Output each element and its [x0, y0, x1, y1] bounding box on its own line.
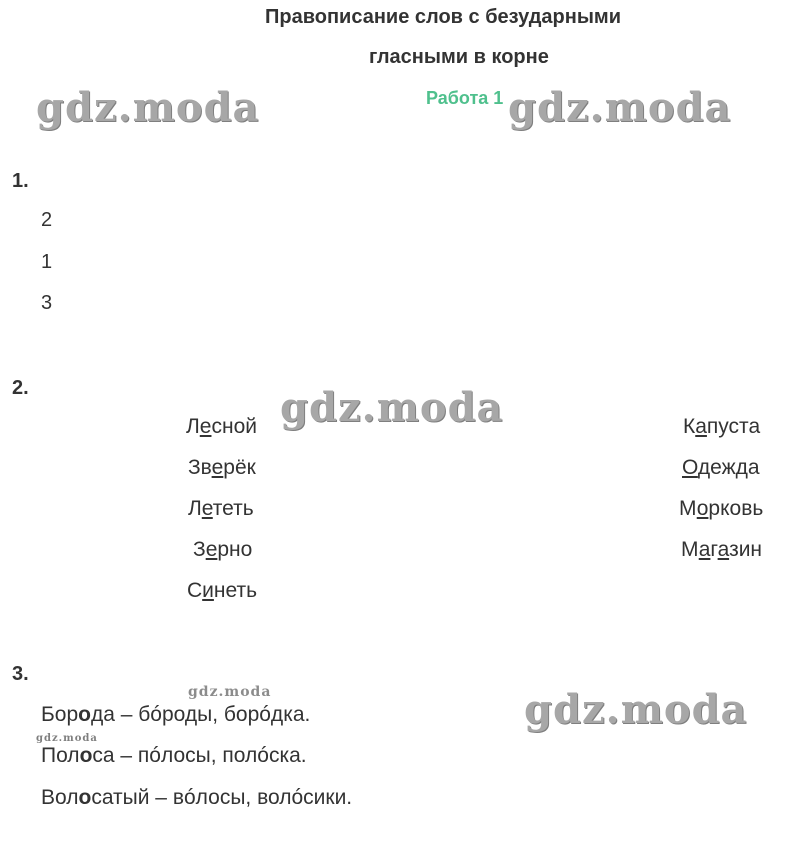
text-line — [41, 786, 352, 810]
word-part: рёк — [223, 456, 256, 479]
underlined-vowel: е — [199, 415, 212, 438]
word-item — [188, 497, 254, 521]
word-part: С — [187, 579, 203, 602]
word-part: неть — [213, 579, 258, 602]
underlined-vowel: а — [698, 538, 711, 561]
word-part: рно — [217, 538, 253, 561]
underlined-vowel: и — [202, 579, 214, 602]
word-part: Вол — [41, 786, 79, 809]
word-part: да – бóроды, борóдка. — [90, 703, 311, 726]
underlined-vowel: а — [695, 415, 707, 438]
word-part: сатый – вóлосы, волóсики. — [91, 786, 353, 809]
task-number: 2. — [12, 377, 29, 399]
word-item — [681, 538, 762, 562]
word-part: са – пóлосы, полóска. — [92, 744, 307, 767]
underlined-vowel: О — [682, 456, 698, 479]
word-part: пуста — [706, 415, 761, 438]
watermark-logo: gdz.moda — [36, 733, 98, 744]
underlined-vowel: е — [205, 538, 218, 561]
word-part: теть — [212, 497, 254, 520]
word-item — [187, 579, 257, 603]
word-part: сной — [211, 415, 257, 438]
underlined-vowel: е — [211, 456, 224, 479]
text-line — [41, 703, 310, 727]
watermark-logo: gdz.moda — [36, 84, 260, 131]
word-part: дежда — [697, 456, 760, 479]
page-title-line2: гласными в корне — [369, 46, 549, 68]
underlined-vowel: о — [696, 497, 709, 520]
bold-vowel: о — [78, 786, 92, 809]
word-item — [679, 497, 763, 521]
work-subtitle: Работа 1 — [426, 88, 504, 108]
watermark-logo: gdz.moda — [188, 684, 272, 700]
bold-vowel: о — [79, 744, 93, 767]
text-line — [41, 744, 307, 768]
word-item — [682, 456, 760, 480]
watermark-logo: gdz.moda — [524, 686, 748, 733]
word-item — [188, 456, 256, 480]
watermark-logo: gdz.moda — [280, 384, 504, 431]
word-part: Зв — [188, 456, 212, 479]
word-part: К — [683, 415, 696, 438]
answer-item: 3 — [41, 292, 53, 314]
word-part: рковь — [708, 497, 764, 520]
word-part: Л — [186, 415, 200, 438]
word-part: Бор — [41, 703, 79, 726]
underlined-vowel: а — [717, 538, 730, 561]
word-part: г — [710, 538, 718, 561]
answer-item: 2 — [41, 209, 53, 231]
underlined-vowel: е — [201, 497, 213, 520]
word-item — [193, 538, 252, 562]
page-title-line1: Правописание слов с безударными — [265, 6, 622, 28]
answer-item: 1 — [41, 251, 53, 273]
word-item — [186, 415, 257, 439]
word-part: Л — [188, 497, 202, 520]
bold-vowel: о — [78, 703, 91, 726]
task-number: 1. — [12, 170, 29, 192]
word-part: М — [681, 538, 699, 561]
word-part: Пол — [41, 744, 80, 767]
task-number: 3. — [12, 663, 29, 685]
word-item — [683, 415, 760, 439]
word-part: зин — [729, 538, 763, 561]
word-part: М — [679, 497, 697, 520]
word-part: З — [193, 538, 206, 561]
watermark-logo: gdz.moda — [508, 84, 732, 131]
